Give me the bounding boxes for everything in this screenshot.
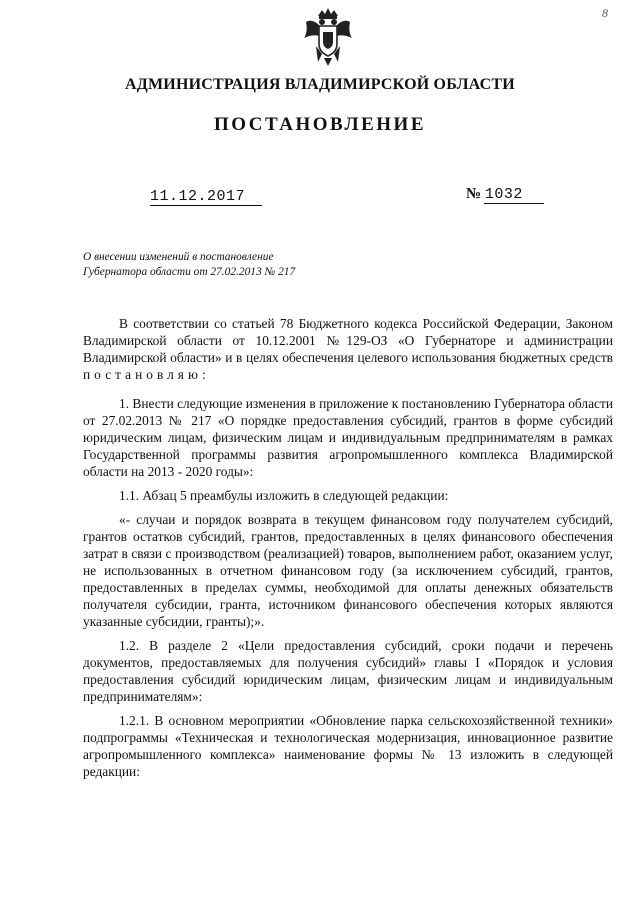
coat-of-arms-icon	[302, 6, 354, 68]
number-label: №	[466, 186, 482, 202]
paragraph-item-1-2-1: 1.2.1. В основном мероприятии «Обновление парка сельскохозяйственной техники» подпрограммы «Техническая и технологическая модернизация, инновационное развитие агропромышленного комплекса» наименование формы № 13 изложить в следующей редакции:	[83, 713, 613, 779]
number-value: 1032	[484, 186, 523, 203]
paragraph-quote: «- случаи и порядок возврата в текущем финансовом году получателем субсидий, грантов остатков субсидий, грантов, предоставленных в целях финансового обеспечения затрат в связи с производством (реализацией) товаров, выполнением работ, оказанием услуг, не использованных в отчетном финансовом году (за исключением субсидий, грантов, предоставленных в пределах суммы, необходимой для оплаты денежных обязательств получателя субсидии, гранта, источником финансового обеспечения которых являются указанные субсидии, гранты);».	[83, 512, 613, 629]
number-underline	[484, 203, 544, 204]
document-subject	[83, 250, 383, 280]
paragraph-item-1-1: 1.1. Абзац 5 преамбулы изложить в следующей редакции:	[119, 488, 449, 503]
date-underline	[150, 205, 262, 206]
decree-word: постановляю:	[83, 367, 210, 382]
subject-line: Губернатора области от 27.02.2013 № 217	[83, 266, 296, 278]
corner-handwritten-mark: 8	[602, 6, 608, 20]
document-number	[466, 186, 523, 203]
document-type: ПОСТАНОВЛЕНИЕ	[213, 114, 427, 135]
preamble-text: В соответствии со статьей 78 Бюджетного кодекса Российской Федерации, Законом Владимирской области от 10.12.2001 №129-ОЗ «О Губернаторе и администрации Владимирской области» и в целях обеспечения целевого использования бюджетных средств	[83, 316, 613, 365]
organization-name: АДМИНИСТРАЦИЯ ВЛАДИМИРСКОЙ ОБЛАСТИ	[125, 76, 515, 93]
document-date: 11.12.2017	[150, 188, 246, 205]
paragraph-item-1: 1. Внести следующие изменения в приложение к постановлению Губернатора области от 27.02.2013 № 217 «О порядке предоставления субсидий, грантов в форме субсидий юридическим лицам, физическим лицам и индивидуальным предпринимателям в рамках Государственной программы развития агропромышленного комплекса Владимирской области на 2013 - 2020 годы»:	[83, 396, 613, 479]
document-body	[83, 315, 613, 780]
paragraph-preamble	[83, 315, 613, 383]
subject-line: О внесении изменений в постановление	[83, 251, 274, 263]
paragraph-item-1-2: 1.2. В разделе 2 «Цели предоставления субсидий, сроки подачи и перечень документов, предоставляемых для получения субсидий» главы I «Порядок и условия предоставления субсидий юридическим лицам, физическим лицам и индивидуальным предпринимателям»:	[83, 638, 613, 704]
